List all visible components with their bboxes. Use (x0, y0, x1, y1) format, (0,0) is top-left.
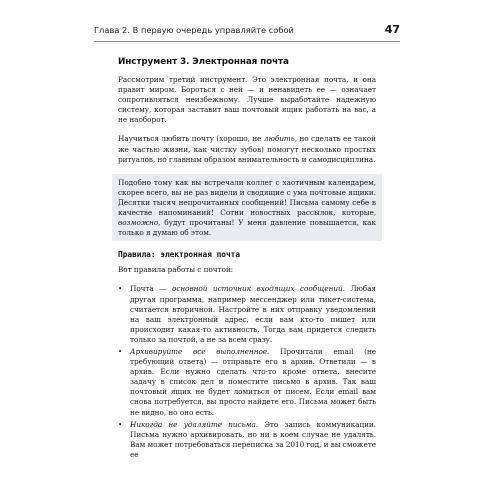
bullet-icon: • (118, 420, 123, 429)
list-item-text: Любая другая программа, например мессенджер или тикет-система, считается вторичной. Настройте в них отправку уведомлений на ваш электронный адрес, если вам кто-то пишет или происходит какая-то активность. Тогда вам придется следить только за почтой, а не за всем сразу. (130, 284, 376, 344)
rules-list (118, 284, 376, 460)
page-number: 47 (384, 23, 400, 36)
bullet-icon: • (118, 347, 123, 356)
section-heading: Инструмент 3. Электронная почта (118, 57, 289, 67)
paragraph-text: Подобно тому как вы встречали коллег с хаотичным календарем, скорее всего, вы не раз видели и сводящие с ума почтовые ящики. Десятки тысяч непрочитанных сообщений! Письма самому себе в качестве напоминаний! Сотни новостных рассылок, которые, (118, 177, 376, 218)
paragraph-intro: Рассмотрим третий инструмент. Это электронная почта, и она правит миром. Бороться с ней — и ненавидеть ее — означает сопротивляться неизбежному. Лучше выработайте надежную систему, которая заставит ваш почтовый ящик работать на вас, а не наоборот. (118, 75, 376, 125)
list-item (118, 284, 376, 345)
callout-box (112, 174, 382, 242)
running-header (94, 23, 400, 39)
rules-heading: Правила: электронная почта (118, 250, 241, 260)
list-item (118, 420, 376, 460)
list-item-lead: Почта — (130, 284, 172, 294)
list-item-text: Прочитали email (не требующий ответа) — отправьте его в архив. Ответили — в архив. Если нужно сделать что-то кроме ответа, внесите задачу в список дел и поместите письмо в архив. Так ваш почтовый ящик не будет ломиться от писем. Если email вам снова потребуется, вы просто найдете его. Письма может быть не видно, но оно есть. (130, 346, 377, 417)
emphasis-text: любить (263, 134, 295, 144)
paragraph-text: , но сделать ее такой же частью жизни, как чистку зубов) помогут несколько простых ритуалов, но главным образом внимательность и самодисциплина. (118, 134, 376, 164)
list-item-text: Это запись коммуникации. Письма нужно архивировать, но ни в коем случае не удалять. Вам может потребоваться переписка за 2010 год, и вы сможете ее (130, 419, 376, 459)
list-item (118, 347, 376, 418)
list-item-emphasis: Никогда не удаляйте письма. (130, 419, 259, 429)
rules-intro: Вот правила работы с почтой: (118, 265, 234, 275)
emphasis-text: возможно (118, 218, 159, 228)
bullet-icon: • (118, 285, 123, 294)
paragraph-text: , будут прочитаны! У меня давление повышается, как только я думаю об этом. (118, 218, 376, 238)
list-item-emphasis: основной источник входящих сообщений. (171, 284, 345, 294)
page-body (118, 57, 376, 462)
list-item-emphasis: Архивируйте все выполненное. (130, 346, 270, 356)
callout-text (118, 178, 376, 239)
header-rule (94, 41, 400, 42)
chapter-title: Глава 2. В первую очередь управляйте собой (94, 25, 294, 35)
paragraph-love-email (118, 134, 376, 164)
paragraph-text: Научиться любить почту (хорошо, не (118, 134, 264, 144)
